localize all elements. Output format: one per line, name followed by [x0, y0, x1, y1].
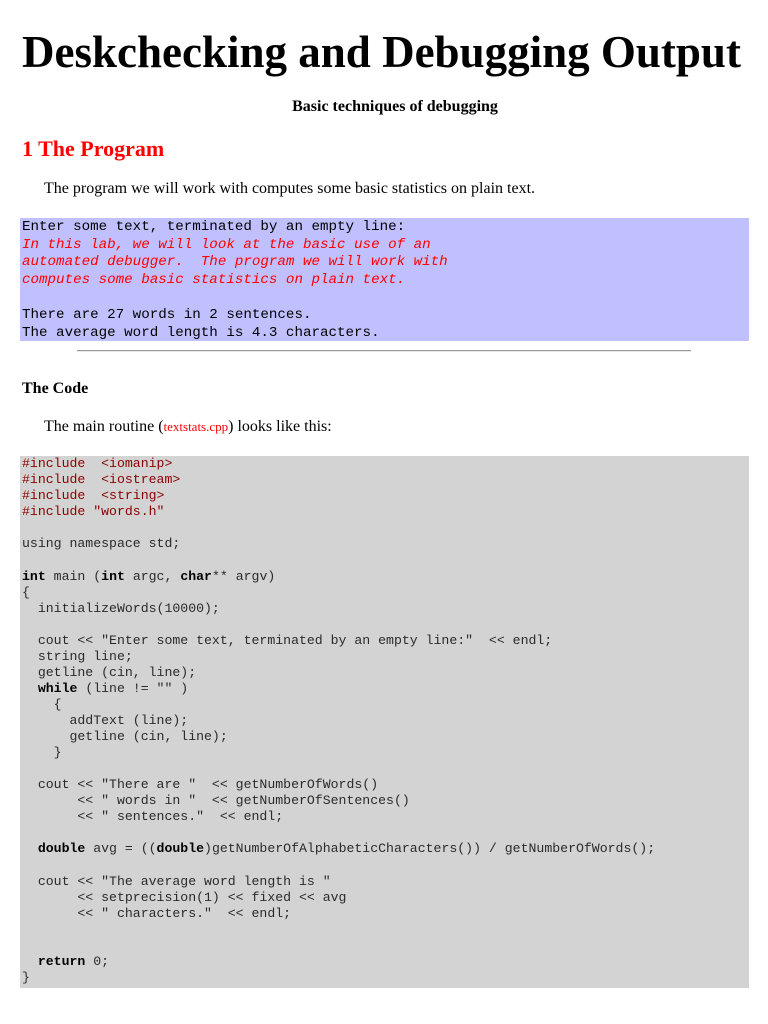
code-token: #include <iostream> [22, 472, 181, 487]
code-token: avg = (( [85, 841, 157, 857]
code-token [22, 681, 38, 696]
code-token: getline (cin, line); [22, 664, 197, 680]
code-line [22, 793, 749, 809]
code-token: cout << "There are " << getNumberOfWords() [22, 777, 379, 793]
code-line [22, 890, 749, 906]
code-line [22, 777, 749, 793]
sample-output-box [20, 218, 749, 341]
code-token: int [22, 568, 46, 584]
code-line [22, 569, 749, 585]
code-token: getline (cin, line); [22, 728, 228, 744]
code-line [22, 809, 749, 825]
code-line [22, 761, 749, 777]
code-line [22, 970, 749, 986]
code-token: } [22, 970, 30, 986]
code-line [22, 552, 749, 568]
code-line [22, 938, 749, 954]
code-line [22, 825, 749, 841]
section-heading-program: 1 The Program [22, 136, 165, 161]
page-subtitle: Basic techniques of debugging [292, 98, 498, 115]
code-token: #include <string> [22, 488, 165, 503]
output-result-line: The average word length is 4.3 characters. [22, 324, 380, 341]
divider [77, 350, 691, 352]
code-line [22, 601, 749, 617]
code-line [22, 665, 749, 681]
code-token: (line != "" ) [77, 680, 189, 696]
code-token: argc, [124, 568, 181, 584]
code-token: string line; [22, 648, 133, 664]
output-prompt: Enter some text, terminated by an empty line: [22, 219, 406, 235]
code-line [22, 617, 749, 633]
code-token: int [101, 568, 125, 584]
code-token: #include "words.h" [22, 504, 165, 519]
code-token: << setprecision(1) << fixed << avg [22, 889, 347, 905]
code-token: main ( [45, 568, 102, 584]
code-token: cout << "The average word length is " [22, 873, 331, 889]
source-file-link[interactable]: textstats.cpp [163, 419, 229, 434]
code-token: initializeWords(10000); [22, 600, 220, 616]
code-token: { [22, 584, 30, 600]
output-result-line: There are 27 words in 2 sentences. [22, 306, 312, 323]
code-line [22, 841, 749, 857]
code-line [22, 649, 749, 665]
code-line [22, 456, 749, 472]
code-intro-after: ) looks like this: [228, 418, 332, 435]
code-line [22, 954, 749, 970]
code-token: 0; [85, 954, 110, 970]
code-token [22, 954, 38, 969]
code-token: ** argv) [211, 568, 276, 584]
code-token: double [37, 841, 86, 857]
code-token: using namespace std; [22, 536, 181, 552]
code-token: )getNumberOfAlphabeticCharacters()) / getNumberOfWords(); [204, 841, 656, 857]
code-token: char [180, 568, 212, 584]
code-line [22, 520, 749, 536]
code-line [22, 906, 749, 922]
code-token: << " sentences." << endl; [22, 809, 284, 825]
code-token: #include <iomanip> [22, 456, 173, 471]
output-user-input-line: automated debugger. The program we will work with [22, 254, 448, 271]
code-token: << " words in " << getNumberOfSentences() [22, 793, 410, 809]
code-token: while [37, 680, 78, 696]
code-line [22, 745, 749, 761]
code-token: addText (line); [22, 712, 189, 728]
output-user-input-line: computes some basic statistics on plain text. [22, 271, 406, 288]
code-token: << " characters." << endl; [22, 905, 292, 921]
page-title: Deskchecking and Debugging Output [22, 27, 741, 77]
code-listing [20, 456, 749, 988]
code-line [22, 536, 749, 552]
code-line [22, 697, 749, 713]
code-line [22, 472, 749, 488]
code-token: cout << "Enter some text, terminated by an empty line:" << endl; [22, 632, 553, 648]
code-token: return [37, 954, 86, 970]
code-token: double [156, 841, 205, 857]
code-line [22, 504, 749, 520]
code-line [22, 857, 749, 873]
code-token: } [22, 744, 62, 760]
code-line [22, 874, 749, 890]
code-line [22, 633, 749, 649]
code-line [22, 922, 749, 938]
code-token [22, 841, 38, 856]
code-line [22, 585, 749, 601]
code-line [22, 729, 749, 745]
code-line [22, 713, 749, 729]
code-line [22, 681, 749, 697]
output-user-input-line: In this lab, we will look at the basic use of an [22, 236, 431, 253]
section-heading-code: The Code [22, 380, 89, 397]
code-token: { [22, 696, 62, 712]
code-line [22, 488, 749, 504]
code-intro-text [44, 418, 332, 436]
code-intro-before: The main routine ( [44, 418, 164, 435]
program-intro-text: The program we will work with computes some basic statistics on plain text. [44, 180, 536, 197]
